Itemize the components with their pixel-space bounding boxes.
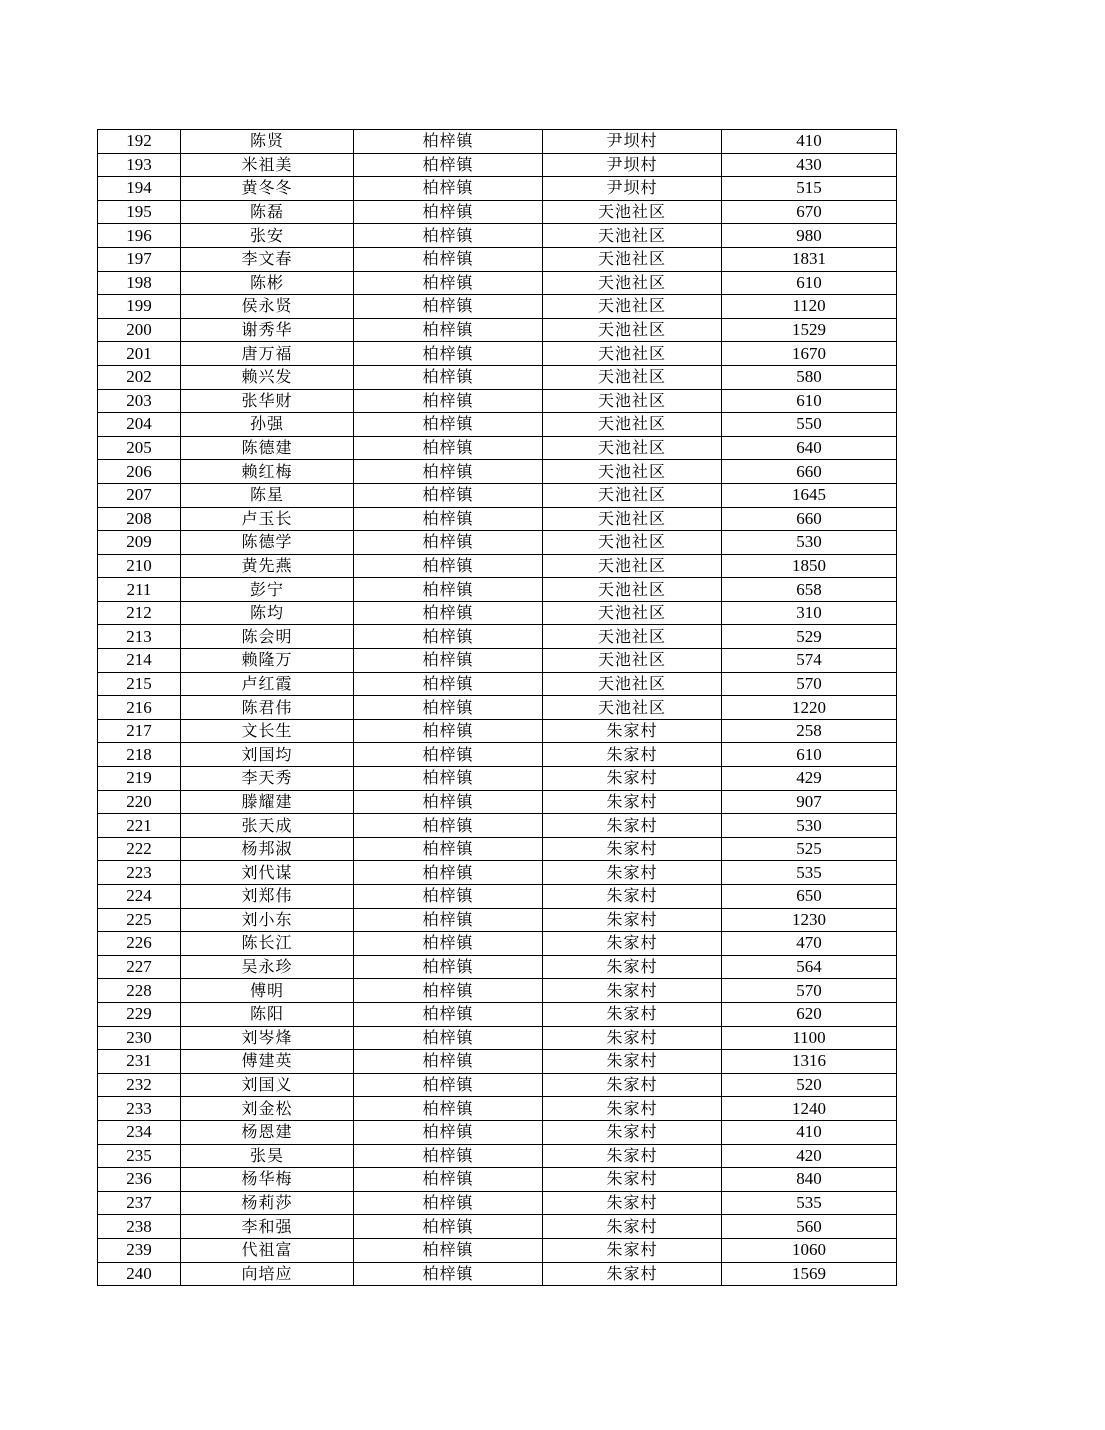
table-row [98, 200, 897, 224]
town-cell: 柏梓镇 [354, 1238, 543, 1262]
village-cell: 天池社区 [543, 672, 722, 696]
village-cell: 天池社区 [543, 271, 722, 295]
village-cell: 朱家村 [543, 790, 722, 814]
table-row [98, 696, 897, 720]
amount-cell: 570 [722, 979, 897, 1003]
amount-cell: 610 [722, 743, 897, 767]
serial-number-cell: 236 [98, 1168, 181, 1192]
town-cell: 柏梓镇 [354, 318, 543, 342]
town-cell: 柏梓镇 [354, 814, 543, 838]
town-cell: 柏梓镇 [354, 1097, 543, 1121]
village-cell: 朱家村 [543, 1073, 722, 1097]
table-row [98, 908, 897, 932]
town-cell: 柏梓镇 [354, 1026, 543, 1050]
amount-cell: 430 [722, 153, 897, 177]
amount-cell: 1670 [722, 342, 897, 366]
serial-number-cell: 223 [98, 861, 181, 885]
town-cell: 柏梓镇 [354, 932, 543, 956]
name-cell: 谢秀华 [181, 318, 354, 342]
town-cell: 柏梓镇 [354, 389, 543, 413]
name-cell: 张华财 [181, 389, 354, 413]
table-row [98, 247, 897, 271]
amount-cell: 1060 [722, 1238, 897, 1262]
name-cell: 杨邦淑 [181, 837, 354, 861]
amount-cell: 530 [722, 814, 897, 838]
serial-number-cell: 216 [98, 696, 181, 720]
table-row [98, 578, 897, 602]
town-cell: 柏梓镇 [354, 861, 543, 885]
name-cell: 陈均 [181, 601, 354, 625]
amount-cell: 980 [722, 224, 897, 248]
amount-cell: 640 [722, 436, 897, 460]
table-row [98, 460, 897, 484]
table-row [98, 1097, 897, 1121]
town-cell: 柏梓镇 [354, 601, 543, 625]
name-cell: 陈会明 [181, 625, 354, 649]
table-row [98, 837, 897, 861]
village-cell: 朱家村 [543, 1215, 722, 1239]
name-cell: 刘国义 [181, 1073, 354, 1097]
village-cell: 尹坝村 [543, 177, 722, 201]
amount-cell: 530 [722, 531, 897, 555]
town-cell: 柏梓镇 [354, 790, 543, 814]
serial-number-cell: 235 [98, 1144, 181, 1168]
serial-number-cell: 240 [98, 1262, 181, 1286]
amount-cell: 1230 [722, 908, 897, 932]
town-cell: 柏梓镇 [354, 767, 543, 791]
town-cell: 柏梓镇 [354, 578, 543, 602]
village-cell: 朱家村 [543, 885, 722, 909]
amount-cell: 550 [722, 413, 897, 437]
village-cell: 天池社区 [543, 413, 722, 437]
town-cell: 柏梓镇 [354, 885, 543, 909]
name-cell: 陈磊 [181, 200, 354, 224]
name-cell: 米祖美 [181, 153, 354, 177]
town-cell: 柏梓镇 [354, 908, 543, 932]
town-cell: 柏梓镇 [354, 130, 543, 154]
village-cell: 朱家村 [543, 767, 722, 791]
village-cell: 尹坝村 [543, 153, 722, 177]
village-cell: 朱家村 [543, 1050, 722, 1074]
amount-cell: 1120 [722, 295, 897, 319]
village-cell: 天池社区 [543, 247, 722, 271]
table-row [98, 130, 897, 154]
table-row [98, 153, 897, 177]
name-cell: 杨莉莎 [181, 1191, 354, 1215]
amount-cell: 658 [722, 578, 897, 602]
table-row [98, 1238, 897, 1262]
table-row [98, 531, 897, 555]
village-cell: 尹坝村 [543, 130, 722, 154]
town-cell: 柏梓镇 [354, 1073, 543, 1097]
amount-cell: 429 [722, 767, 897, 791]
town-cell: 柏梓镇 [354, 1168, 543, 1192]
village-cell: 天池社区 [543, 224, 722, 248]
village-cell: 朱家村 [543, 1191, 722, 1215]
town-cell: 柏梓镇 [354, 271, 543, 295]
name-cell: 李和强 [181, 1215, 354, 1239]
name-cell: 傅明 [181, 979, 354, 1003]
amount-cell: 1316 [722, 1050, 897, 1074]
serial-number-cell: 210 [98, 554, 181, 578]
town-cell: 柏梓镇 [354, 719, 543, 743]
village-cell: 朱家村 [543, 814, 722, 838]
amount-cell: 258 [722, 719, 897, 743]
serial-number-cell: 215 [98, 672, 181, 696]
amount-cell: 1220 [722, 696, 897, 720]
serial-number-cell: 198 [98, 271, 181, 295]
table-row [98, 507, 897, 531]
serial-number-cell: 212 [98, 601, 181, 625]
town-cell: 柏梓镇 [354, 837, 543, 861]
town-cell: 柏梓镇 [354, 413, 543, 437]
name-cell: 杨恩建 [181, 1120, 354, 1144]
town-cell: 柏梓镇 [354, 224, 543, 248]
name-cell: 刘岑烽 [181, 1026, 354, 1050]
table-row [98, 1168, 897, 1192]
name-cell: 杨华梅 [181, 1168, 354, 1192]
name-cell: 滕耀建 [181, 790, 354, 814]
town-cell: 柏梓镇 [354, 1191, 543, 1215]
name-cell: 刘代谋 [181, 861, 354, 885]
name-cell: 陈长江 [181, 932, 354, 956]
amount-cell: 1100 [722, 1026, 897, 1050]
serial-number-cell: 233 [98, 1097, 181, 1121]
table-row [98, 436, 897, 460]
village-cell: 朱家村 [543, 837, 722, 861]
serial-number-cell: 197 [98, 247, 181, 271]
town-cell: 柏梓镇 [354, 955, 543, 979]
amount-cell: 1529 [722, 318, 897, 342]
town-cell: 柏梓镇 [354, 1262, 543, 1286]
serial-number-cell: 204 [98, 413, 181, 437]
amount-cell: 610 [722, 389, 897, 413]
serial-number-cell: 217 [98, 719, 181, 743]
name-cell: 黄冬冬 [181, 177, 354, 201]
town-cell: 柏梓镇 [354, 436, 543, 460]
village-cell: 朱家村 [543, 1026, 722, 1050]
name-cell: 赖隆万 [181, 649, 354, 673]
amount-cell: 620 [722, 1002, 897, 1026]
amount-cell: 560 [722, 1215, 897, 1239]
amount-cell: 907 [722, 790, 897, 814]
serial-number-cell: 213 [98, 625, 181, 649]
table-row [98, 814, 897, 838]
amount-cell: 525 [722, 837, 897, 861]
town-cell: 柏梓镇 [354, 483, 543, 507]
amount-cell: 520 [722, 1073, 897, 1097]
serial-number-cell: 228 [98, 979, 181, 1003]
serial-number-cell: 224 [98, 885, 181, 909]
table-row [98, 649, 897, 673]
town-cell: 柏梓镇 [354, 743, 543, 767]
amount-cell: 670 [722, 200, 897, 224]
town-cell: 柏梓镇 [354, 365, 543, 389]
serial-number-cell: 211 [98, 578, 181, 602]
serial-number-cell: 230 [98, 1026, 181, 1050]
table-row [98, 1002, 897, 1026]
name-cell: 孙强 [181, 413, 354, 437]
amount-cell: 660 [722, 460, 897, 484]
serial-number-cell: 194 [98, 177, 181, 201]
name-cell: 侯永贤 [181, 295, 354, 319]
serial-number-cell: 196 [98, 224, 181, 248]
village-cell: 朱家村 [543, 1144, 722, 1168]
village-cell: 朱家村 [543, 1120, 722, 1144]
village-cell: 朱家村 [543, 932, 722, 956]
village-cell: 朱家村 [543, 955, 722, 979]
amount-cell: 610 [722, 271, 897, 295]
amount-cell: 840 [722, 1168, 897, 1192]
name-cell: 张天成 [181, 814, 354, 838]
table-row [98, 719, 897, 743]
name-cell: 刘郑伟 [181, 885, 354, 909]
village-cell: 天池社区 [543, 295, 722, 319]
amount-cell: 650 [722, 885, 897, 909]
table-row [98, 885, 897, 909]
table-row [98, 554, 897, 578]
serial-number-cell: 226 [98, 932, 181, 956]
name-cell: 卢玉长 [181, 507, 354, 531]
village-cell: 天池社区 [543, 554, 722, 578]
name-cell: 陈彬 [181, 271, 354, 295]
serial-number-cell: 234 [98, 1120, 181, 1144]
serial-number-cell: 207 [98, 483, 181, 507]
amount-cell: 1645 [722, 483, 897, 507]
village-cell: 天池社区 [543, 460, 722, 484]
name-cell: 李天秀 [181, 767, 354, 791]
name-cell: 傅建英 [181, 1050, 354, 1074]
village-cell: 朱家村 [543, 719, 722, 743]
serial-number-cell: 239 [98, 1238, 181, 1262]
serial-number-cell: 202 [98, 365, 181, 389]
data-table [97, 129, 897, 1286]
village-cell: 朱家村 [543, 1097, 722, 1121]
table-row [98, 1144, 897, 1168]
village-cell: 天池社区 [543, 318, 722, 342]
serial-number-cell: 209 [98, 531, 181, 555]
village-cell: 朱家村 [543, 1168, 722, 1192]
table-row [98, 979, 897, 1003]
village-cell: 天池社区 [543, 342, 722, 366]
serial-number-cell: 221 [98, 814, 181, 838]
amount-cell: 410 [722, 1120, 897, 1144]
village-cell: 天池社区 [543, 389, 722, 413]
amount-cell: 310 [722, 601, 897, 625]
town-cell: 柏梓镇 [354, 1002, 543, 1026]
town-cell: 柏梓镇 [354, 979, 543, 1003]
amount-cell: 564 [722, 955, 897, 979]
village-cell: 天池社区 [543, 436, 722, 460]
village-cell: 朱家村 [543, 743, 722, 767]
serial-number-cell: 193 [98, 153, 181, 177]
table-row [98, 224, 897, 248]
table-row [98, 790, 897, 814]
serial-number-cell: 237 [98, 1191, 181, 1215]
serial-number-cell: 200 [98, 318, 181, 342]
town-cell: 柏梓镇 [354, 177, 543, 201]
table-row [98, 861, 897, 885]
serial-number-cell: 225 [98, 908, 181, 932]
serial-number-cell: 218 [98, 743, 181, 767]
serial-number-cell: 205 [98, 436, 181, 460]
amount-cell: 660 [722, 507, 897, 531]
town-cell: 柏梓镇 [354, 531, 543, 555]
name-cell: 彭宁 [181, 578, 354, 602]
name-cell: 赖兴发 [181, 365, 354, 389]
amount-cell: 515 [722, 177, 897, 201]
serial-number-cell: 203 [98, 389, 181, 413]
serial-number-cell: 208 [98, 507, 181, 531]
village-cell: 朱家村 [543, 861, 722, 885]
table-row [98, 1026, 897, 1050]
town-cell: 柏梓镇 [354, 1144, 543, 1168]
amount-cell: 1240 [722, 1097, 897, 1121]
table-row [98, 1191, 897, 1215]
serial-number-cell: 201 [98, 342, 181, 366]
town-cell: 柏梓镇 [354, 672, 543, 696]
serial-number-cell: 231 [98, 1050, 181, 1074]
town-cell: 柏梓镇 [354, 247, 543, 271]
village-cell: 天池社区 [543, 649, 722, 673]
amount-cell: 574 [722, 649, 897, 673]
village-cell: 天池社区 [543, 601, 722, 625]
town-cell: 柏梓镇 [354, 625, 543, 649]
name-cell: 刘国均 [181, 743, 354, 767]
table-row [98, 672, 897, 696]
name-cell: 唐万福 [181, 342, 354, 366]
amount-cell: 420 [722, 1144, 897, 1168]
name-cell: 张安 [181, 224, 354, 248]
serial-number-cell: 199 [98, 295, 181, 319]
table-row [98, 271, 897, 295]
town-cell: 柏梓镇 [354, 200, 543, 224]
name-cell: 向培应 [181, 1262, 354, 1286]
village-cell: 天池社区 [543, 483, 722, 507]
name-cell: 陈君伟 [181, 696, 354, 720]
amount-cell: 580 [722, 365, 897, 389]
table-row [98, 177, 897, 201]
name-cell: 卢红霞 [181, 672, 354, 696]
amount-cell: 570 [722, 672, 897, 696]
village-cell: 天池社区 [543, 696, 722, 720]
name-cell: 李文春 [181, 247, 354, 271]
serial-number-cell: 220 [98, 790, 181, 814]
serial-number-cell: 238 [98, 1215, 181, 1239]
serial-number-cell: 232 [98, 1073, 181, 1097]
table-row [98, 1050, 897, 1074]
table-row [98, 295, 897, 319]
village-cell: 天池社区 [543, 200, 722, 224]
table-row [98, 318, 897, 342]
amount-cell: 1831 [722, 247, 897, 271]
table-row [98, 413, 897, 437]
serial-number-cell: 214 [98, 649, 181, 673]
name-cell: 赖红梅 [181, 460, 354, 484]
town-cell: 柏梓镇 [354, 295, 543, 319]
town-cell: 柏梓镇 [354, 1050, 543, 1074]
amount-cell: 1850 [722, 554, 897, 578]
name-cell: 文长生 [181, 719, 354, 743]
name-cell: 代祖富 [181, 1238, 354, 1262]
town-cell: 柏梓镇 [354, 460, 543, 484]
village-cell: 朱家村 [543, 979, 722, 1003]
town-cell: 柏梓镇 [354, 649, 543, 673]
table-row [98, 1215, 897, 1239]
table-row [98, 365, 897, 389]
name-cell: 陈贤 [181, 130, 354, 154]
village-cell: 朱家村 [543, 1262, 722, 1286]
table-row [98, 1262, 897, 1286]
name-cell: 陈德学 [181, 531, 354, 555]
village-cell: 朱家村 [543, 908, 722, 932]
village-cell: 朱家村 [543, 1238, 722, 1262]
table-row [98, 955, 897, 979]
village-cell: 朱家村 [543, 1002, 722, 1026]
serial-number-cell: 229 [98, 1002, 181, 1026]
serial-number-cell: 195 [98, 200, 181, 224]
village-cell: 天池社区 [543, 531, 722, 555]
town-cell: 柏梓镇 [354, 507, 543, 531]
name-cell: 刘金松 [181, 1097, 354, 1121]
name-cell: 张昊 [181, 1144, 354, 1168]
table-row [98, 767, 897, 791]
table-row [98, 932, 897, 956]
table-row [98, 389, 897, 413]
serial-number-cell: 219 [98, 767, 181, 791]
name-cell: 吴永珍 [181, 955, 354, 979]
serial-number-cell: 227 [98, 955, 181, 979]
name-cell: 陈阳 [181, 1002, 354, 1026]
town-cell: 柏梓镇 [354, 696, 543, 720]
town-cell: 柏梓镇 [354, 153, 543, 177]
table-row [98, 342, 897, 366]
town-cell: 柏梓镇 [354, 342, 543, 366]
name-cell: 陈星 [181, 483, 354, 507]
village-cell: 天池社区 [543, 625, 722, 649]
serial-number-cell: 222 [98, 837, 181, 861]
table-row [98, 483, 897, 507]
serial-number-cell: 206 [98, 460, 181, 484]
amount-cell: 470 [722, 932, 897, 956]
table-row [98, 1073, 897, 1097]
table-row [98, 743, 897, 767]
name-cell: 刘小东 [181, 908, 354, 932]
amount-cell: 1569 [722, 1262, 897, 1286]
amount-cell: 535 [722, 861, 897, 885]
amount-cell: 529 [722, 625, 897, 649]
name-cell: 陈德建 [181, 436, 354, 460]
amount-cell: 535 [722, 1191, 897, 1215]
name-cell: 黄先燕 [181, 554, 354, 578]
amount-cell: 410 [722, 130, 897, 154]
town-cell: 柏梓镇 [354, 554, 543, 578]
village-cell: 天池社区 [543, 365, 722, 389]
serial-number-cell: 192 [98, 130, 181, 154]
town-cell: 柏梓镇 [354, 1120, 543, 1144]
village-cell: 天池社区 [543, 578, 722, 602]
table-row [98, 1120, 897, 1144]
table-body [98, 130, 897, 1286]
town-cell: 柏梓镇 [354, 1215, 543, 1239]
table-row [98, 625, 897, 649]
table-row [98, 601, 897, 625]
village-cell: 天池社区 [543, 507, 722, 531]
